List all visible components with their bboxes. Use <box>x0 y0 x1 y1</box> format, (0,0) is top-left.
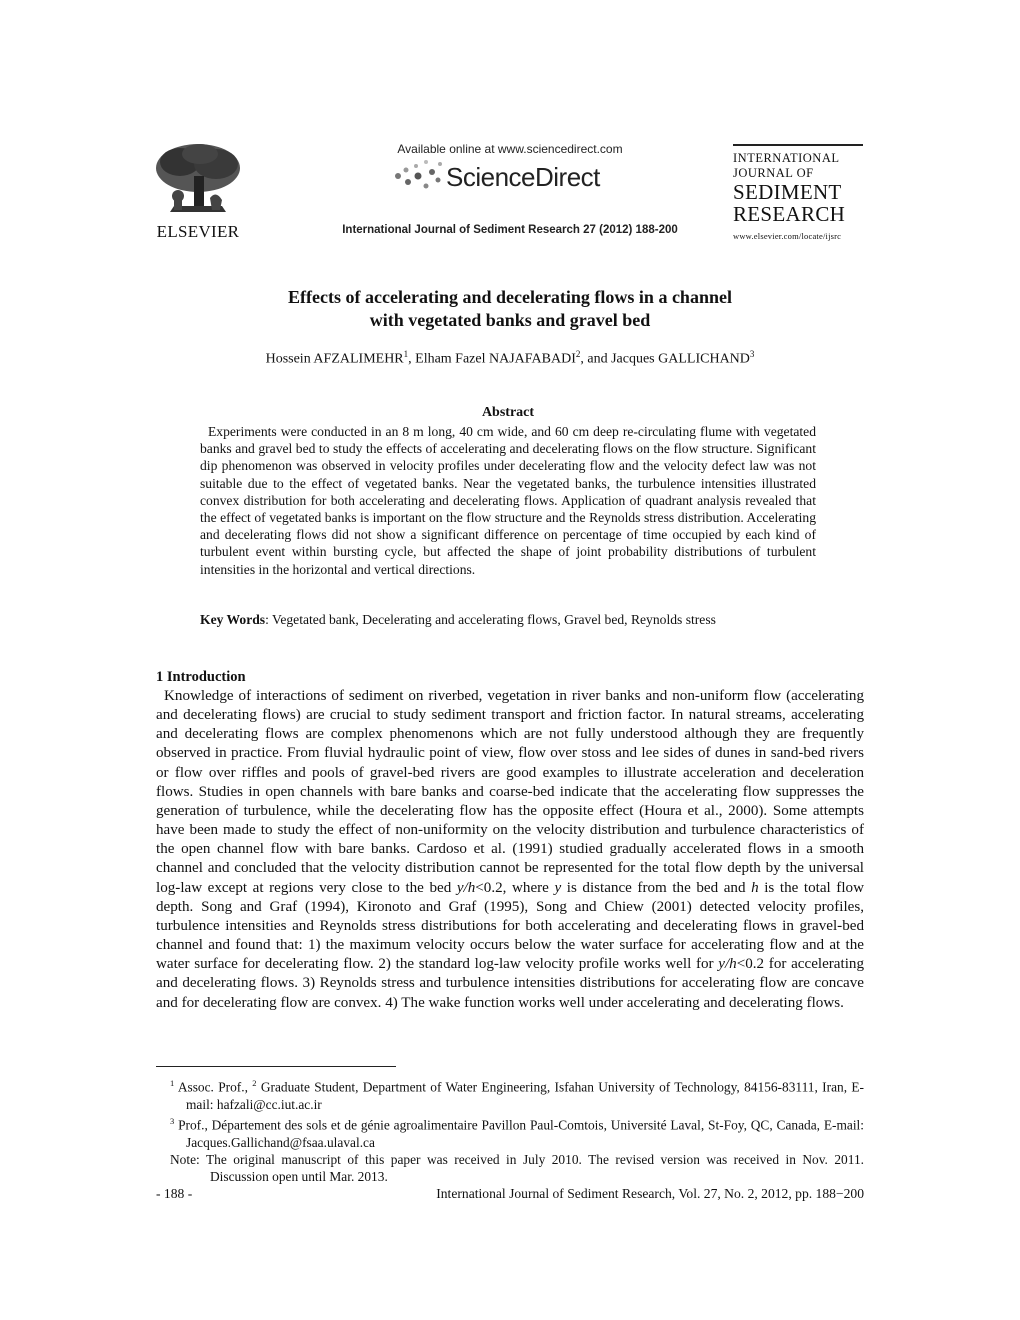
journal-logo-line2: JOURNAL OF <box>733 166 814 180</box>
footnote-mark: 3 <box>170 1116 175 1127</box>
footnote-affiliations-1-2 <box>170 1075 864 1113</box>
intro-math: y/h <box>456 879 476 896</box>
abstract-heading: Abstract <box>481 405 535 420</box>
journal-citation: International Journal of Sediment Research 27 (2012) 188-200 <box>342 224 678 236</box>
page-number: - 188 - <box>156 1186 193 1201</box>
journal-logo-line4: RESEARCH <box>733 202 846 226</box>
elsevier-tree-icon <box>150 140 246 220</box>
footnote-separator <box>156 1066 396 1067</box>
available-online-text: Available online at www.sciencedirect.com <box>397 142 623 156</box>
author-separator: , <box>408 351 416 367</box>
journal-logo <box>733 144 863 241</box>
journal-logo-line1: INTERNATIONAL <box>733 151 840 165</box>
elsevier-logo <box>150 140 246 240</box>
journal-logo-line3: SEDIMENT <box>733 180 842 204</box>
footnote-text: Assoc. Prof., <box>174 1079 253 1095</box>
sciencedirect-logo <box>392 156 652 196</box>
paper-title-line1: Effects of accelerating and decelerating flows in a channel <box>288 287 732 307</box>
intro-text: is distance from the bed and <box>561 879 752 896</box>
journal-logo-url: www.elsevier.com/locate/ijsrc <box>733 231 842 241</box>
intro-text: <0.2 for accelerating and decelerating flows. 3) Reynolds stress and turbulence intensities distributions for accelerating flow are concave and for decelerating flow are convex. 4) The wake function works well under accelerating and decelerating flows. <box>156 956 864 1011</box>
paper-title <box>160 286 860 332</box>
intro-math: h <box>751 879 759 896</box>
elsevier-wordmark: ELSEVIER <box>156 222 240 241</box>
journal-logo-rule <box>733 144 863 146</box>
introduction-paragraph <box>156 687 864 1013</box>
paper-title-line2: with vegetated banks and gravel bed <box>369 310 651 330</box>
footnote-text: Graduate Student, Department of Water Engineering, Isfahan University of Technology, 84156-83111, Iran, E-mail: hafzali@cc.iut.ac.ir <box>186 1079 865 1112</box>
intro-math: y <box>554 879 562 896</box>
author-list <box>160 349 860 368</box>
keywords-list: : Vegetated bank, Decelerating and accelerating flows, Gravel bed, Reynolds stress <box>265 612 716 627</box>
author-affiliation-mark: 2 <box>575 349 581 359</box>
footnote-affiliation-3 <box>170 1113 864 1151</box>
footnote-text: Prof., Département des sols et de génie agroalimentaire Pavillon Paul-Comtois, Université Laval, St-Foy, QC, Canada, E-mail: Jacques.Gallichand@fsaa.ulaval.ca <box>174 1117 864 1150</box>
author-affiliation-mark: 1 <box>403 349 409 359</box>
sciencedirect-block <box>330 142 690 236</box>
author-name: Jacques GALLICHAND <box>611 351 750 367</box>
keywords-label: Key Words <box>200 612 266 627</box>
author-name: Elham Fazel NAJAFABADI <box>415 351 576 367</box>
intro-math: y/h <box>718 956 737 973</box>
abstract-text: Experiments were conducted in an 8 m long, 40 cm wide, and 60 cm deep re-circulating flume with vegetated banks and gravel bed to study the effects of accelerating and decelerating flows on the flow structure. Significant dip phenomenon was observed in velocity profiles under decelerating flow and the velocity defect law was not suitable due to the effect of vegetated banks. Near the vegetated banks, the turbulence intensities illustrated convex distribution for both accelerating and decelerating flows. Application of quadrant analysis revealed that the effect of vegetated banks is important on the flow structure and the Reynolds stress distribution. Accelerating and decelerating flows did not show a significant difference on percentage of time occupied by each kind of turbulent event within bursting cycle, but affected the shape of joint probability distributions of turbulent intensities in the horizontal and vertical directions. <box>200 424 816 577</box>
intro-text: Knowledge of interactions of sediment on riverbed, vegetation in river banks and non-uniform flow (accelerating and decelerating flows) are crucial to study sediment transport and friction factor. In natural streams, accelerating and decelerating flows are complex phenomenons which are not fully understood although they are frequently observed in practice. From fluvial hydraulic point of view, flow over stoss and lee sides of dunes in sand-bed rivers or flow over riffles and pools of gravel-bed rivers are good examples to illustrate acceleration and deceleration flows. Studies in open channels with bare banks and coarse-bed indicate that the accelerating flow suppresses the generation of turbulence, while the decelerating flow has the opposite effect (Houra et al., 2000). Some attempts have been made to study the effect of non-uniformity on the velocity distribution and turbulence characteristics of the open channel flow with bare banks. Cardoso et al. (1991) studied gradually accelerated flows in a smooth channel and concluded that the velocity distribution cannot be represented for the total flow depth by the universal log-law except at regions very close to the bed <box>156 688 864 896</box>
author-name: Hossein AFZALIMEHR <box>265 351 404 367</box>
sciencedirect-dots-icon <box>392 158 448 194</box>
intro-text: <0.2, where <box>475 879 555 896</box>
sciencedirect-wordmark: ScienceDirect <box>446 162 600 192</box>
section-heading-introduction: 1 Introduction <box>156 669 246 685</box>
intro-text: is the total flow depth. Song and Graf (1994), Kironoto and Graf (1995), Song and Chiew (2001) detected velocity profiles, turbulence intensities and Reynolds stress distributions for both accelerating and decelerating flows in gravel-bed channel and found that: 1) the maximum velocity occurs below the water surface for accelerating flow and at the water surface for decelerating flow. 2) the standard log-law velocity profile works well for <box>156 879 864 973</box>
footnotes <box>170 1075 864 1186</box>
author-separator: , and <box>580 351 612 367</box>
page-header <box>0 0 1020 260</box>
footnote-mark: 1 <box>170 1078 175 1088</box>
footnote-mark: 2 <box>252 1078 257 1088</box>
footer-journal-citation: International Journal of Sediment Research, Vol. 27, No. 2, 2012, pp. 188−200 <box>436 1186 864 1201</box>
keywords <box>200 612 816 628</box>
author-affiliation-mark: 3 <box>749 349 755 359</box>
manuscript-note: Note: The original manuscript of this paper was received in July 2010. The revised version was received in Nov. 2011. Discussion open until Mar. 2013. <box>170 1152 864 1185</box>
